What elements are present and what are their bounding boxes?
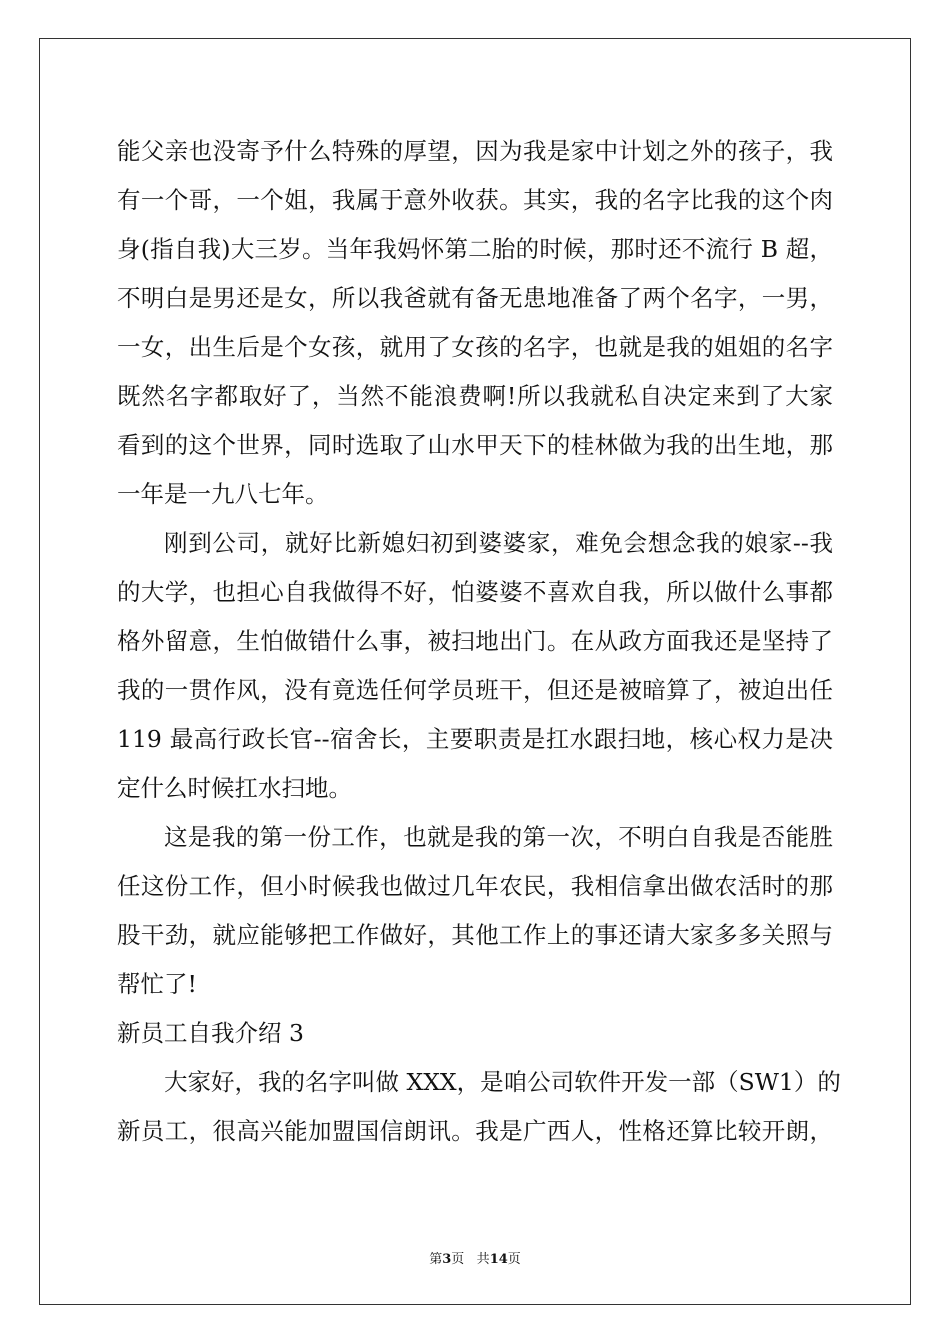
text-line: 119 最高行政长官--宿舍长，主要职责是扛水跟扫地，核心权力是决 xyxy=(117,725,833,753)
text-line: 我的一贯作风，没有竟选任何学员班干，但还是被暗算了，被迫出任 xyxy=(117,676,833,704)
page-suffix: 页 xyxy=(451,1252,465,1267)
text-line: 有一个哥，一个姐，我属于意外收获。其实，我的名字比我的这个肉 xyxy=(117,186,833,214)
total-suffix: 页 xyxy=(507,1252,521,1267)
text-line: 不明白是男还是女，所以我爸就有备无患地准备了两个名字，一男， xyxy=(117,284,833,312)
page-prefix: 第 xyxy=(429,1252,443,1267)
page-footer xyxy=(0,1248,950,1267)
total-pages: 14 xyxy=(489,1252,508,1267)
section-heading: 新员工自我介绍 3 xyxy=(117,1019,304,1047)
text-line: 一女，出生后是个女孩，就用了女孩的名字，也就是我的姐姐的名字 xyxy=(117,333,833,361)
page-number: 3 xyxy=(442,1252,452,1267)
text-line: 这是我的第一份工作，也就是我的第一次，不明白自我是否能胜 xyxy=(164,823,833,851)
text-line: 刚到公司，就好比新媳妇初到婆婆家，难免会想念我的娘家--我 xyxy=(164,529,833,557)
text-line: 的大学，也担心自我做得不好，怕婆婆不喜欢自我，所以做什么事都 xyxy=(117,578,833,606)
text-line: 既然名字都取好了，当然不能浪费啊!所以我就私自决定来到了大家 xyxy=(117,382,833,410)
text-line: 格外留意，生怕做错什么事，被扫地出门。在从政方面我还是坚持了 xyxy=(117,627,833,655)
text-line: 帮忙了! xyxy=(117,970,197,998)
text-line: 一年是一九八七年。 xyxy=(117,480,329,508)
total-prefix: 共 xyxy=(476,1252,490,1267)
text-line: 任这份工作，但小时候我也做过几年农民，我相信拿出做农活时的那 xyxy=(117,872,833,900)
text-line: 股干劲，就应能够把工作做好，其他工作上的事还请大家多多关照与 xyxy=(117,921,833,949)
text-line: 能父亲也没寄予什么特殊的厚望，因为我是家中计划之外的孩子，我 xyxy=(117,137,833,165)
document-body xyxy=(117,127,841,1156)
text-line: 定什么时候扛水扫地。 xyxy=(117,774,352,802)
text-line: 看到的这个世界，同时选取了山水甲天下的桂林做为我的出生地，那 xyxy=(117,431,833,459)
text-line: 新员工，很高兴能加盟国信朗讯。我是广西人，性格还算比较开朗， xyxy=(117,1117,833,1145)
text-line: 大家好，我的名字叫做 XXX，是咱公司软件开发一部（SW1）的 xyxy=(164,1068,841,1096)
text-line: 身(指自我)大三岁。当年我妈怀第二胎的时候，那时还不流行 B 超， xyxy=(117,235,833,263)
